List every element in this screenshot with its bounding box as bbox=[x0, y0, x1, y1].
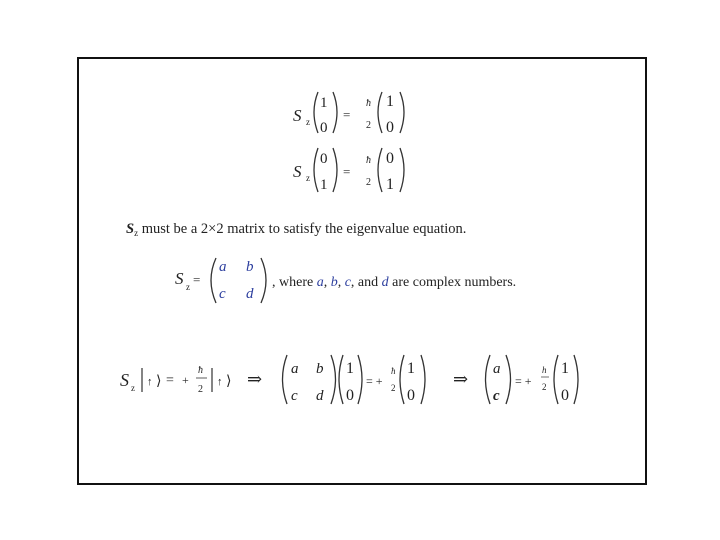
right-paren bbox=[506, 355, 511, 404]
left-paren bbox=[211, 258, 216, 303]
ket-bottom: 1 bbox=[320, 177, 328, 193]
equals-plus: = + bbox=[515, 374, 532, 388]
operator-symbol: S bbox=[175, 269, 184, 288]
fraction-denominator: 2 bbox=[542, 382, 547, 392]
vector-bottom: 0 bbox=[407, 387, 415, 404]
right-paren bbox=[421, 355, 425, 404]
vector-bottom: c bbox=[493, 388, 500, 404]
operator-subscript: z bbox=[186, 282, 190, 292]
ket-angle: ⟩ bbox=[156, 374, 162, 389]
left-paren bbox=[486, 355, 491, 404]
left-paren bbox=[400, 355, 404, 404]
matrix-entry-d: d bbox=[246, 286, 254, 302]
operator-subscript: z bbox=[131, 383, 135, 393]
operator-subscript: z bbox=[306, 117, 310, 127]
left-paren bbox=[283, 355, 288, 404]
matrix-description: , where a, b, c, and d are complex numbers. bbox=[272, 275, 517, 290]
vector-top: 0 bbox=[386, 150, 394, 167]
hbar-symbol: ħ bbox=[366, 155, 371, 166]
statement-line: $S_z$ must be a 2×2 matrix to satisfy the eigenvalue equation. bbox=[126, 221, 467, 238]
matrix-entry-b: b bbox=[316, 361, 324, 377]
implies-arrow: ⇒ bbox=[453, 369, 469, 389]
right-paren bbox=[261, 258, 266, 303]
left-paren bbox=[339, 355, 343, 404]
left-paren bbox=[378, 148, 382, 192]
left-paren bbox=[554, 355, 558, 404]
vector-top: 1 bbox=[407, 360, 415, 377]
fraction-denominator: 2 bbox=[391, 383, 396, 393]
vector-bottom: 0 bbox=[561, 387, 569, 404]
equals-plus: = + bbox=[366, 374, 383, 388]
eigenvalue-equation bbox=[120, 355, 578, 404]
fraction-denominator: 2 bbox=[366, 177, 371, 188]
matrix-entry-d: d bbox=[316, 388, 324, 404]
right-paren bbox=[331, 355, 336, 404]
matrix-definition bbox=[175, 258, 516, 303]
equation-2 bbox=[293, 148, 404, 193]
matrix-entry-c: c bbox=[291, 388, 298, 404]
left-paren bbox=[314, 148, 318, 192]
fraction-denominator: 2 bbox=[366, 120, 371, 131]
ket-bottom: 0 bbox=[320, 120, 328, 136]
vector-top: 1 bbox=[386, 93, 394, 110]
right-paren bbox=[333, 148, 337, 192]
matrix-entry-a: a bbox=[219, 259, 227, 275]
matrix-entry-a: a bbox=[291, 361, 299, 377]
equals-sign: = bbox=[343, 107, 351, 122]
right-paren bbox=[358, 355, 362, 404]
equation-1 bbox=[293, 92, 404, 136]
vector-bottom: 0 bbox=[346, 387, 354, 404]
operator-subscript: z bbox=[306, 173, 310, 183]
right-paren bbox=[574, 355, 578, 404]
equals-sign: = bbox=[166, 373, 174, 388]
equals-sign: = bbox=[343, 164, 351, 179]
vector-bottom: 1 bbox=[386, 176, 394, 193]
equals-sign: = bbox=[193, 272, 201, 287]
left-paren bbox=[378, 92, 382, 133]
vector-bottom: 0 bbox=[386, 119, 394, 136]
right-paren bbox=[400, 92, 404, 133]
hbar-symbol: ħ bbox=[391, 366, 396, 376]
left-paren bbox=[314, 92, 318, 133]
operator-symbol: S bbox=[293, 162, 302, 181]
right-paren bbox=[400, 148, 404, 192]
vector-top: a bbox=[493, 361, 501, 377]
right-paren bbox=[333, 92, 337, 133]
hbar-symbol: h bbox=[542, 365, 547, 375]
matrix-entry-c: c bbox=[219, 286, 226, 302]
ket-angle: ⟩ bbox=[226, 374, 232, 389]
fraction-denominator: 2 bbox=[198, 384, 203, 395]
ket-top: 0 bbox=[320, 151, 328, 167]
matrix-entry-b: b bbox=[246, 259, 254, 275]
hbar-symbol: ħ bbox=[198, 365, 203, 376]
ket-arrow: ↑ bbox=[217, 376, 223, 388]
ket-top: 1 bbox=[320, 95, 328, 111]
operator-symbol: S bbox=[293, 106, 302, 125]
hbar-symbol: ħ bbox=[366, 98, 371, 109]
operator-symbol: S bbox=[120, 370, 129, 390]
implies-arrow: ⇒ bbox=[247, 369, 263, 389]
vector-top: 1 bbox=[561, 360, 569, 377]
ket-arrow: ↑ bbox=[147, 376, 153, 388]
vector-top: 1 bbox=[346, 360, 354, 377]
plus-sign: + bbox=[182, 373, 189, 387]
